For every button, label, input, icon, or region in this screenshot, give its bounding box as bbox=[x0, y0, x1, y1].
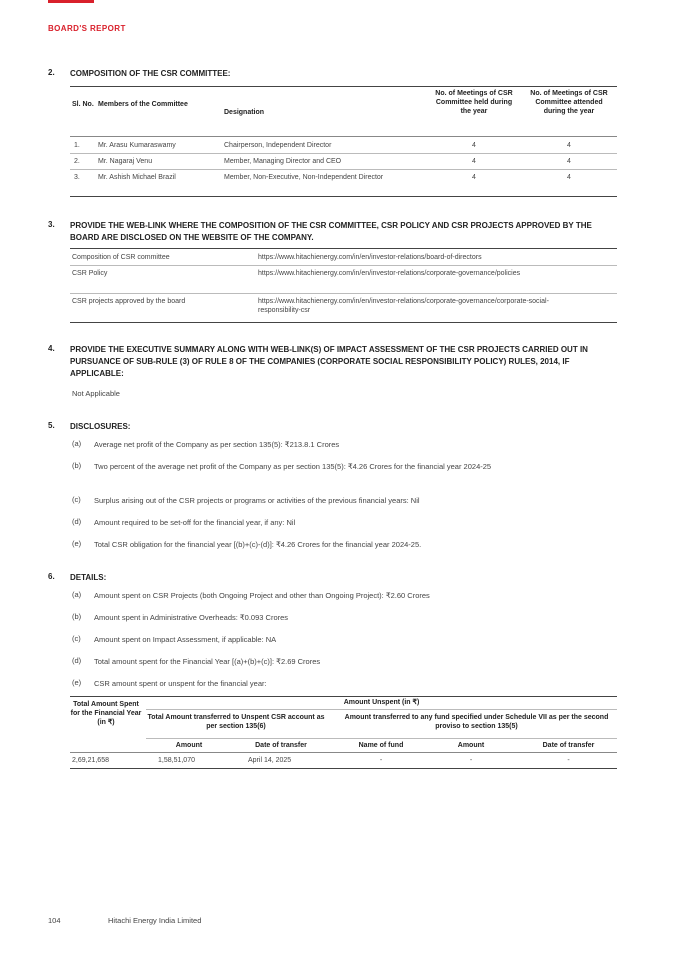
cell-date: April 14, 2025 bbox=[248, 757, 292, 764]
col-header-fund: Name of fund bbox=[358, 742, 404, 749]
row-designation: Member, Managing Director and CEO bbox=[224, 158, 342, 165]
spend-table-top-rule bbox=[70, 696, 617, 697]
row-divider bbox=[70, 169, 617, 170]
item-text: Total CSR obligation for the financial year [(b)+(c)-(d)]: ₹4.26 Crores for the financial year 2024-25. bbox=[94, 540, 422, 549]
col-header-amount-2: Amount bbox=[457, 742, 485, 749]
item-label: (b) bbox=[72, 461, 82, 470]
section-6-title: DETAILS: bbox=[70, 573, 107, 582]
section-3-number: 3. bbox=[48, 220, 55, 229]
section-header: BOARD'S REPORT bbox=[48, 24, 126, 33]
section-4-text: Not Applicable bbox=[72, 389, 120, 398]
item-label: (d) bbox=[72, 656, 82, 665]
weblink-label: CSR Policy bbox=[72, 270, 108, 277]
item-text: Amount spent on CSR Projects (both Ongoing Project and other than Ongoing Project): ₹2.60 Crores bbox=[94, 591, 430, 600]
col-header-unspent: Amount Unspent (in ₹) bbox=[343, 699, 420, 706]
item-label: (a) bbox=[72, 439, 82, 448]
col-header-date: Date of transfer bbox=[255, 742, 307, 749]
row-attended: 4 bbox=[567, 174, 571, 181]
col-header-amount: Amount bbox=[175, 742, 203, 749]
row-designation: Chairperson, Independent Director bbox=[224, 142, 332, 149]
section-4-number: 4. bbox=[48, 344, 55, 353]
item-label: (a) bbox=[72, 590, 82, 599]
col-header-slno: Sl. No. bbox=[72, 101, 94, 108]
row-slno: 3. bbox=[74, 174, 80, 181]
weblink-url[interactable]: https://www.hitachienergy.com/in/en/investor-relations/corporate-governance/corporate-social-responsibility-csr bbox=[258, 298, 549, 314]
item-label: (e) bbox=[72, 678, 82, 687]
cell-amount-2: - bbox=[469, 757, 473, 764]
weblink-bottom-rule bbox=[70, 322, 617, 323]
item-text: Amount spent in Administrative Overheads: ₹0.093 Crores bbox=[94, 613, 289, 622]
item-text: Surplus arising out of the CSR projects or programs or activities of the previous financial years: Nil bbox=[94, 496, 420, 505]
row-designation: Member, Non-Executive, Non-Independent Director bbox=[224, 174, 384, 181]
item-text: Total amount spent for the Financial Year [(a)+(b)+(c)]: ₹2.69 Crores bbox=[94, 657, 321, 666]
weblink-top-rule bbox=[70, 248, 617, 249]
cell-total-spent: 2,69,21,658 bbox=[72, 757, 109, 764]
section-4-title: PROVIDE THE EXECUTIVE SUMMARY ALONG WITH WEB-LINK(S) OF IMPACT ASSESSMENT OF THE CSR PROJECTS CARRIED OUT IN PURSUANCE OF SUB-RULE (3) OF RULE 8 OF THE COMPANIES (CORPORATE SOCIAL RESPONSIBILITY POLICY) RULES, 2014, IF APPLICABLE: bbox=[70, 345, 588, 378]
row-held: 4 bbox=[472, 142, 476, 149]
page-number: 104 bbox=[48, 916, 61, 925]
item-label: (b) bbox=[72, 612, 82, 621]
row-held: 4 bbox=[472, 174, 476, 181]
section-6-number: 6. bbox=[48, 572, 55, 581]
spend-table-bottom-rule bbox=[70, 768, 617, 769]
header-rule bbox=[70, 136, 617, 137]
item-text: Amount required to be set-off for the financial year, if any: Nil bbox=[94, 518, 296, 527]
cell-date-2: - bbox=[567, 757, 570, 764]
header-divider bbox=[146, 738, 617, 739]
row-slno: 2. bbox=[74, 158, 80, 165]
item-label: (e) bbox=[72, 539, 82, 548]
header-divider bbox=[146, 709, 617, 710]
row-divider bbox=[70, 153, 617, 154]
spend-header-rule bbox=[70, 752, 617, 753]
item-text: Amount spent on Impact Assessment, if applicable: NA bbox=[94, 635, 277, 644]
item-text: CSR amount spent or unspent for the financial year: bbox=[94, 679, 267, 688]
weblink-label: Composition of CSR committee bbox=[72, 254, 170, 261]
row-member: Mr. Arasu Kumaraswamy bbox=[98, 142, 176, 149]
col-header-attended: No. of Meetings of CSR Committee attended during the year bbox=[530, 90, 608, 115]
section-5-number: 5. bbox=[48, 421, 55, 430]
row-slno: 1. bbox=[74, 142, 80, 149]
weblink-url[interactable]: https://www.hitachienergy.com/in/en/investor-relations/board-of-directors bbox=[258, 254, 482, 261]
col-header-held: No. of Meetings of CSR Committee held during the year bbox=[435, 90, 513, 115]
section-5-title: DISCLOSURES: bbox=[70, 422, 131, 431]
col-header-members: Members of the Committee bbox=[98, 101, 188, 108]
item-label: (c) bbox=[72, 634, 81, 643]
cell-amount: 1,58,51,070 bbox=[158, 757, 195, 764]
item-label: (c) bbox=[72, 495, 81, 504]
cell-fund: - bbox=[379, 757, 383, 764]
section-2-title: COMPOSITION OF THE CSR COMMITTEE: bbox=[70, 69, 231, 78]
row-held: 4 bbox=[472, 158, 476, 165]
row-attended: 4 bbox=[567, 158, 571, 165]
weblink-label: CSR projects approved by the board bbox=[72, 298, 186, 305]
row-member: Mr. Nagaraj Venu bbox=[98, 158, 153, 165]
item-text: Average net profit of the Company as per section 135(5): ₹213.8.1 Crores bbox=[94, 440, 340, 449]
row-divider bbox=[70, 265, 617, 266]
row-divider bbox=[70, 293, 617, 294]
weblink-url[interactable]: https://www.hitachienergy.com/in/en/investor-relations/corporate-governance/policies bbox=[258, 270, 521, 277]
col-header-schedule: Amount transferred to any fund specified under Schedule VII as per the second proviso to section 135(5) bbox=[344, 714, 609, 730]
col-header-total-spent: Total Amount Spent for the Financial Year (in ₹) bbox=[70, 701, 142, 726]
brand-accent-bar bbox=[48, 0, 94, 3]
col-header-designation: Designation bbox=[224, 109, 265, 116]
row-member: Mr. Ashish Michael Brazil bbox=[98, 174, 176, 181]
table-bottom-rule bbox=[70, 196, 617, 197]
section-2-number: 2. bbox=[48, 68, 55, 77]
item-label: (d) bbox=[72, 517, 82, 526]
col-header-date-2: Date of transfer bbox=[542, 742, 595, 749]
section-3-title: PROVIDE THE WEB-LINK WHERE THE COMPOSITION OF THE CSR COMMITTEE, CSR POLICY AND CSR PROJECTS APPROVED BY THE BOARD ARE DISCLOSED ON THE WEBSITE OF THE COMPANY. bbox=[70, 221, 592, 242]
footer-company: Hitachi Energy India Limited bbox=[108, 916, 202, 925]
table-top-rule bbox=[70, 86, 617, 87]
col-header-transferred: Total Amount transferred to Unspent CSR account as per section 135(6) bbox=[147, 714, 325, 730]
item-text: Two percent of the average net profit of the Company as per section 135(5): ₹4.26 Crores for the financial year 2024-25 bbox=[94, 462, 492, 471]
row-attended: 4 bbox=[567, 142, 571, 149]
